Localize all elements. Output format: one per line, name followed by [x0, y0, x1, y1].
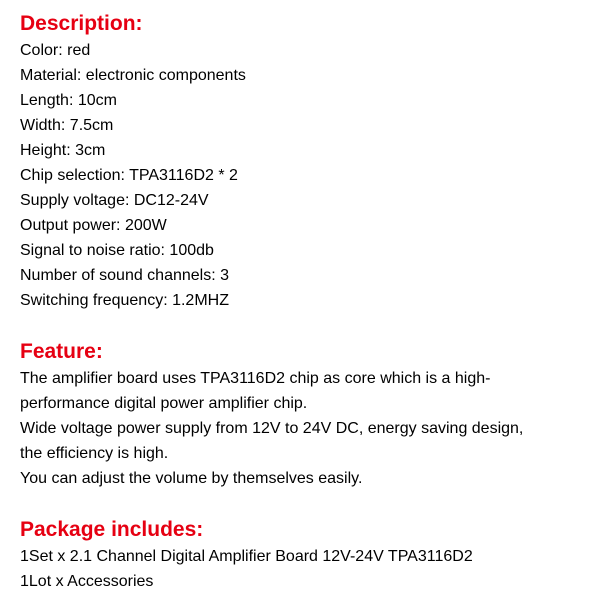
feature-line: You can adjust the volume by themselves easily. [20, 470, 363, 487]
package-item: 1Lot x Accessories [20, 573, 154, 590]
spec-snr: Signal to noise ratio: 100db [20, 242, 214, 259]
spec-color: Color: red [20, 42, 91, 59]
spec-output-power: Output power: 200W [20, 217, 167, 234]
package-heading: Package includes: [20, 518, 204, 541]
description-heading: Description: [20, 12, 143, 35]
spec-height: Height: 3cm [20, 142, 106, 159]
description-section [20, 10, 590, 313]
feature-section [20, 338, 590, 491]
spec-width: Width: 7.5cm [20, 117, 114, 134]
package-item: 1Set x 2.1 Channel Digital Amplifier Board 12V-24V TPA3116D2 [20, 548, 473, 565]
feature-line: The amplifier board uses TPA3116D2 chip as core which is a high- [20, 370, 491, 387]
product-details [20, 10, 590, 594]
spec-switching-frequency: Switching frequency: 1.2MHZ [20, 292, 229, 309]
spec-supply-voltage: Supply voltage: DC12-24V [20, 192, 209, 209]
spec-channels: Number of sound channels: 3 [20, 267, 230, 284]
spec-length: Length: 10cm [20, 92, 117, 109]
feature-heading: Feature: [20, 340, 103, 363]
package-section [20, 516, 590, 594]
spec-material: Material: electronic components [20, 67, 246, 84]
feature-line: the efficiency is high. [20, 445, 169, 462]
section-spacer [20, 313, 590, 338]
feature-line: performance digital power amplifier chip. [20, 395, 308, 412]
feature-line: Wide voltage power supply from 12V to 24V DC, energy saving design, [20, 420, 524, 437]
spec-chip: Chip selection: TPA3116D2 * 2 [20, 167, 238, 184]
section-spacer [20, 491, 590, 516]
